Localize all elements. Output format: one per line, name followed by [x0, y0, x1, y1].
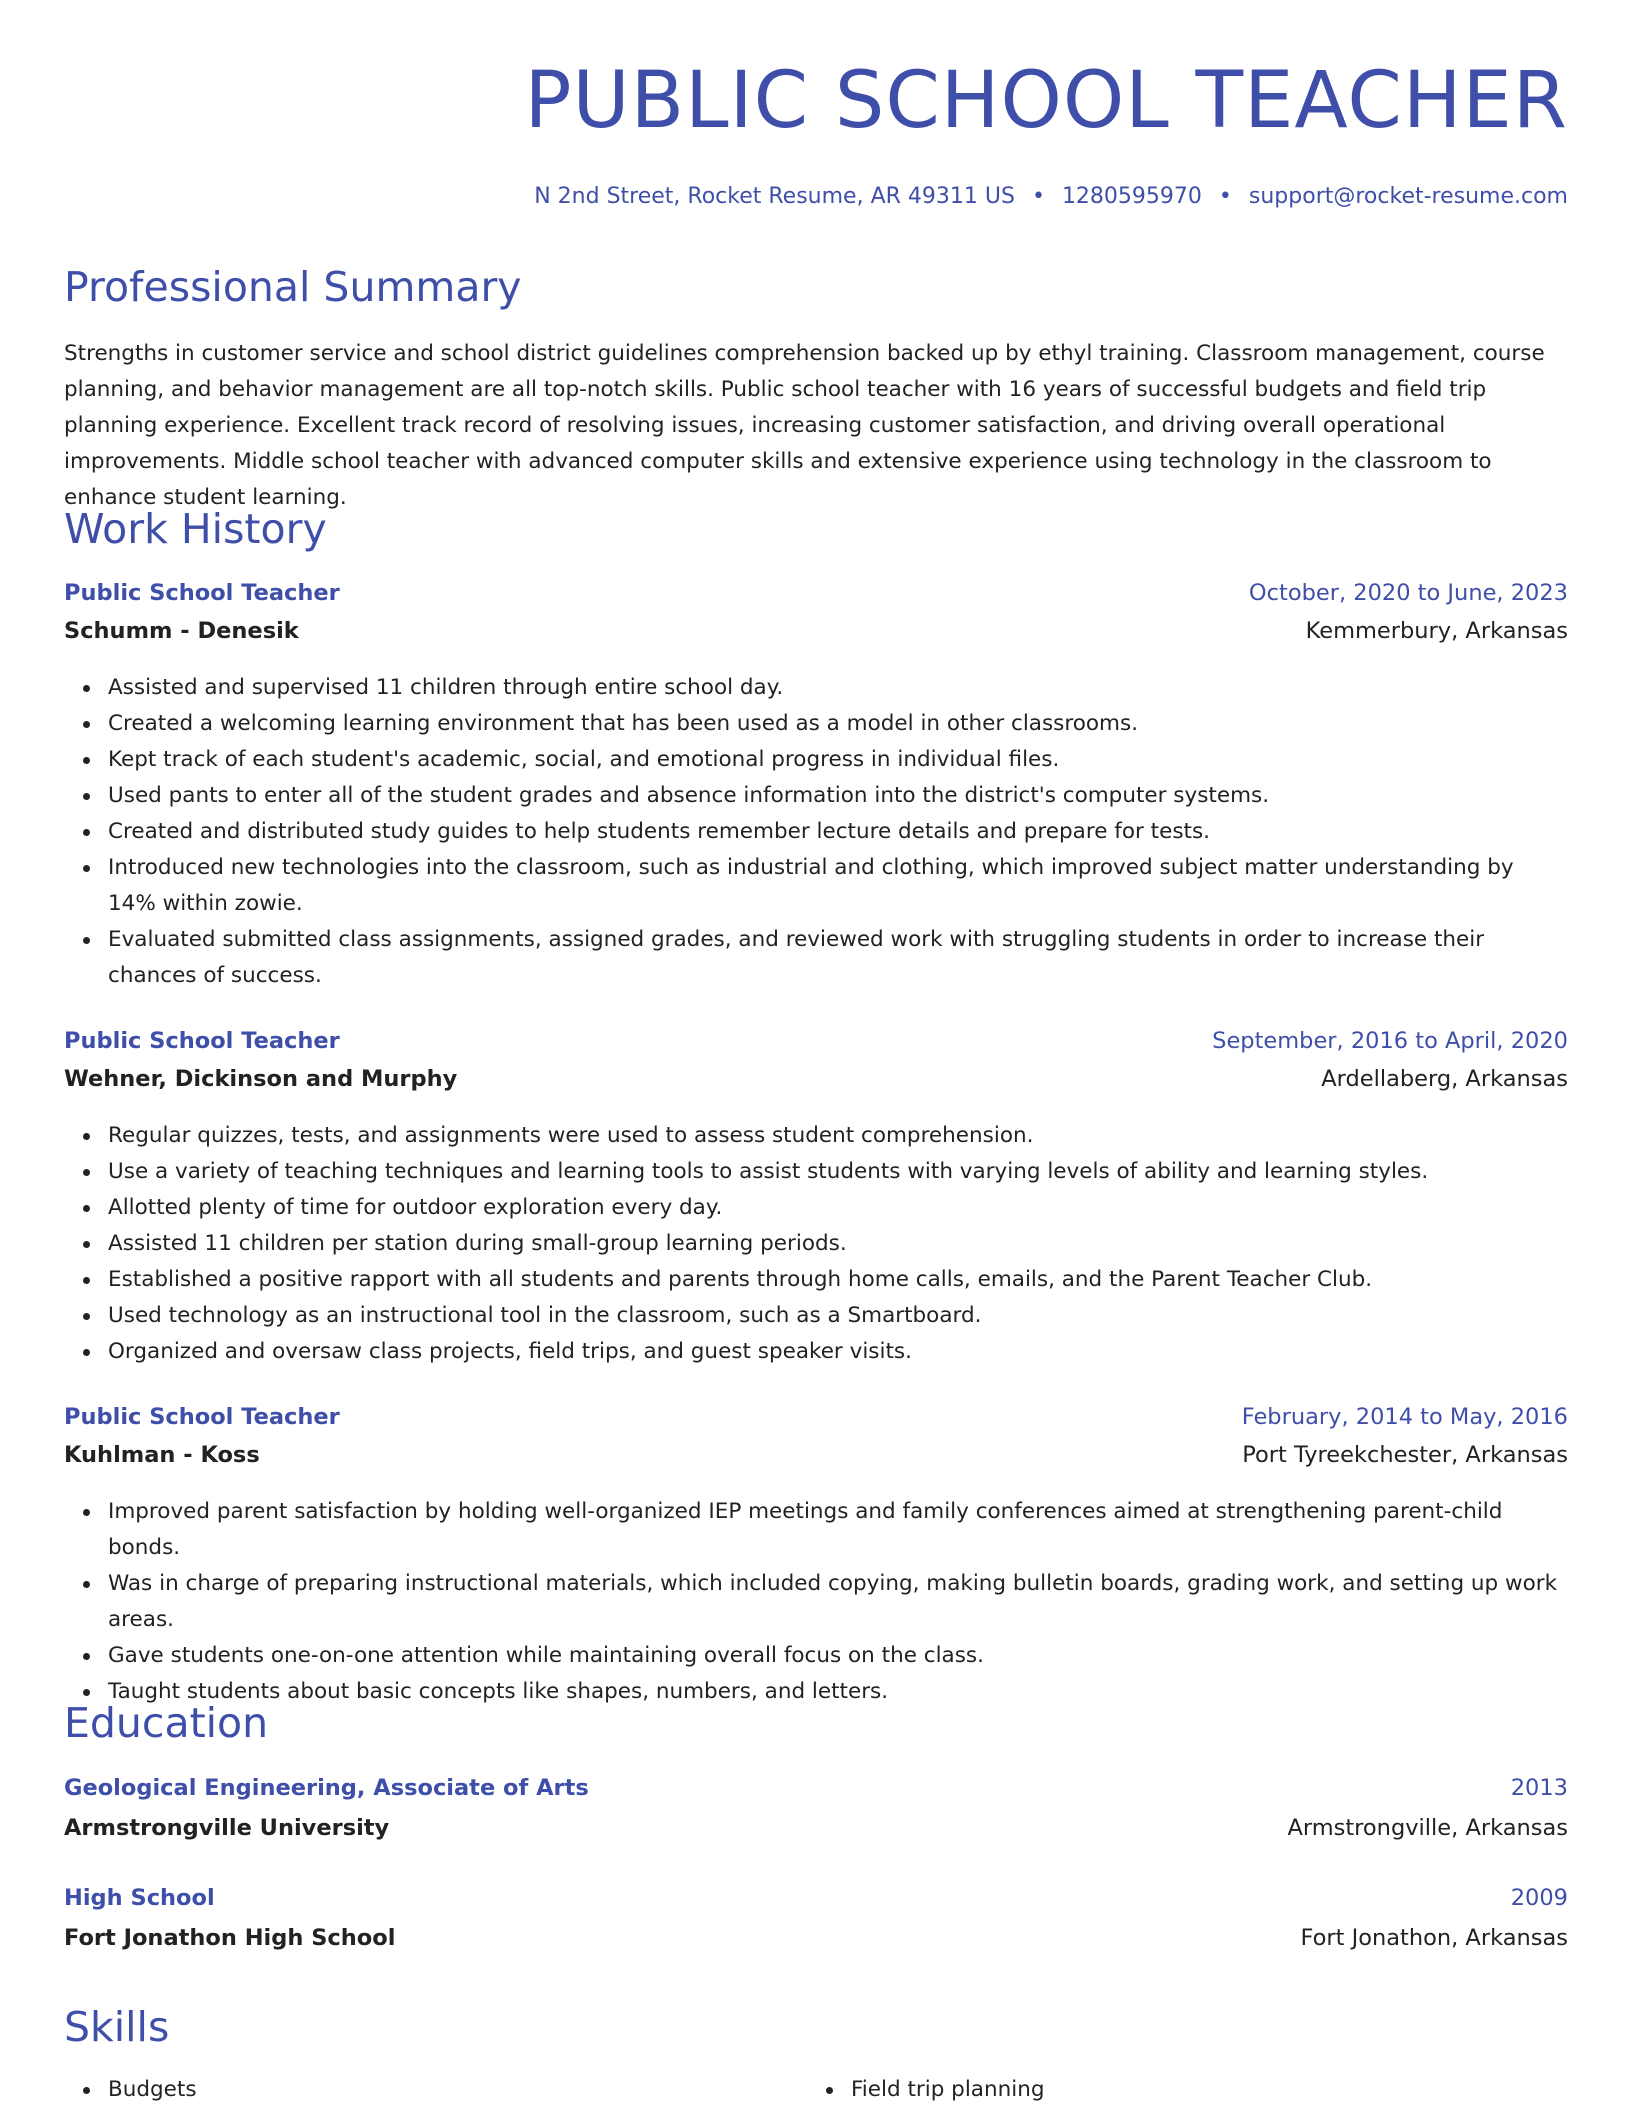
job-2-bullets — [108, 1118, 1568, 1370]
job-2-title-row — [64, 1028, 1568, 1062]
job-company: Wehner, Dickinson and Murphy — [64, 1066, 458, 1092]
list-item: Use a variety of teaching techniques and learning tools to assist students with varying levels of ability and learning styles. — [108, 1154, 1568, 1190]
list-item: Was in charge of preparing instructional materials, which included copying, making bulletin boards, grading work, and setting up work areas. — [108, 1566, 1568, 1638]
education-degree: Geological Engineering, Associate of Arts — [64, 1775, 589, 1801]
education-heading: Education — [64, 1699, 269, 1747]
job-dates: February, 2014 to May, 2016 — [1241, 1404, 1568, 1430]
job-company: Schumm - Denesik — [64, 618, 299, 644]
list-item: Improved parent satisfaction by holding well-organized IEP meetings and family conferences aimed at strengthening parent-child bonds. — [108, 1494, 1568, 1566]
job-location: Port Tyreekchester, Arkansas — [1242, 1442, 1568, 1468]
list-item: Evaluated submitted class assignments, assigned grades, and reviewed work with struggling students in order to increase their chances of success. — [108, 922, 1568, 994]
education-school: Fort Jonathon High School — [64, 1925, 396, 1951]
work-history-heading: Work History — [64, 505, 327, 553]
list-item: Budgets — [108, 2072, 197, 2108]
contact-email: support@rocket-resume.com — [1248, 184, 1568, 209]
job-title: Public School Teacher — [64, 1028, 340, 1054]
job-2-company-row — [64, 1066, 1568, 1100]
resume-page — [64, 0, 1568, 2112]
job-dates: October, 2020 to June, 2023 — [1248, 580, 1568, 606]
list-item: Used technology as an instructional tool in the classroom, such as a Smartboard. — [108, 1298, 1568, 1334]
education-1-degree-row — [64, 1775, 1568, 1809]
education-1-school-row — [64, 1815, 1568, 1849]
job-3-company-row — [64, 1442, 1568, 1476]
job-3-bullets — [108, 1494, 1568, 1710]
job-company: Kuhlman - Koss — [64, 1442, 260, 1468]
contact-address: N 2nd Street, Rocket Resume, AR 49311 US — [534, 184, 1015, 209]
education-degree: High School — [64, 1885, 215, 1911]
list-item: Established a positive rapport with all students and parents through home calls, emails, and the Parent Teacher Club. — [108, 1262, 1568, 1298]
list-item: Taught students about basic concepts like shapes, numbers, and letters. — [108, 1674, 1568, 1710]
list-item: Created and distributed study guides to help students remember lecture details and prepare for tests. — [108, 814, 1568, 850]
job-dates: September, 2016 to April, 2020 — [1212, 1028, 1568, 1054]
contact-line — [534, 182, 1568, 212]
education-year: 2013 — [1510, 1775, 1568, 1801]
contact-phone: 1280595970 — [1061, 184, 1202, 209]
job-3-title-row — [64, 1404, 1568, 1438]
education-year: 2009 — [1510, 1885, 1568, 1911]
list-item: Gave students one-on-one attention while maintaining overall focus on the class. — [108, 1638, 1568, 1674]
job-1-title-row — [64, 580, 1568, 614]
list-item: Kept track of each student's academic, social, and emotional progress in individual files. — [108, 742, 1568, 778]
education-location: Fort Jonathon, Arkansas — [1300, 1925, 1568, 1951]
skills-list-right — [851, 2072, 1044, 2108]
list-item: Assisted and supervised 11 children through entire school day. — [108, 670, 1568, 706]
list-item: Assisted 11 children per station during small-group learning periods. — [108, 1226, 1568, 1262]
skills-list-left — [108, 2072, 197, 2108]
education-2-degree-row — [64, 1885, 1568, 1919]
list-item: Allotted plenty of time for outdoor exploration every day. — [108, 1190, 1568, 1226]
list-item: Introduced new technologies into the classroom, such as industrial and clothing, which improved subject matter understanding by 14% within zowie. — [108, 850, 1568, 922]
job-location: Ardellaberg, Arkansas — [1321, 1066, 1568, 1092]
education-2-school-row — [64, 1925, 1568, 1959]
summary-heading: Professional Summary — [64, 263, 522, 311]
education-school: Armstrongville University — [64, 1815, 390, 1841]
summary-text: Strengths in customer service and school district guidelines comprehension backed up by ethyl training. Classroom management, course planning, and behavior management are all top-notch skills. Public school teacher with 16 years of successful budgets and field trip planning experience. Excellent track record of resolving issues, increasing customer satisfaction, and driving overall operational improvements. Middle school teacher with advanced computer skills and extensive experience using technology in the classroom to enhance student learning. — [64, 341, 1545, 510]
list-item: Organized and oversaw class projects, field trips, and guest speaker visits. — [108, 1334, 1568, 1370]
list-item: Regular quizzes, tests, and assignments were used to assess student comprehension. — [108, 1118, 1568, 1154]
job-1-company-row — [64, 618, 1568, 652]
education-location: Armstrongville, Arkansas — [1287, 1815, 1568, 1841]
skills-heading: Skills — [64, 2003, 170, 2051]
contact-separator: • — [1031, 184, 1045, 209]
list-item: Used pants to enter all of the student grades and absence information into the district's computer systems. — [108, 778, 1568, 814]
contact-separator: • — [1218, 184, 1232, 209]
job-title: Public School Teacher — [64, 580, 340, 606]
list-item: Field trip planning — [851, 2072, 1044, 2108]
job-1-bullets — [108, 670, 1568, 994]
job-title: Public School Teacher — [64, 1404, 340, 1430]
list-item: Created a welcoming learning environment that has been used as a model in other classrooms. — [108, 706, 1568, 742]
resume-title: PUBLIC SCHOOL TEACHER — [524, 56, 1568, 146]
job-location: Kemmerbury, Arkansas — [1305, 618, 1568, 644]
